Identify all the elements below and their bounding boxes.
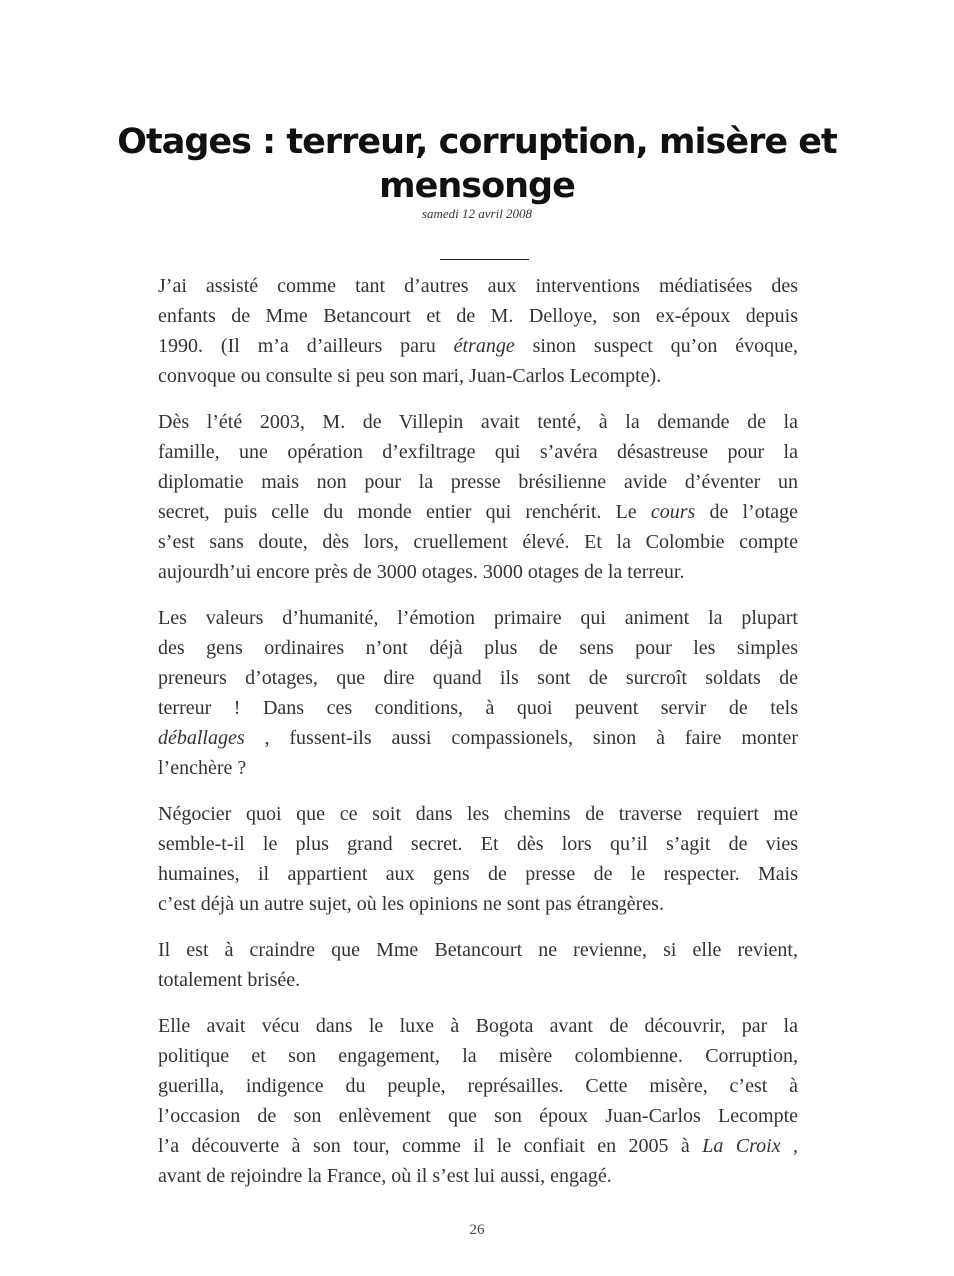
text-line xyxy=(158,799,798,829)
text-segment: sinon suspect qu’on évoque, xyxy=(514,335,798,357)
text-segment: c’est déjà un autre sujet, où les opinions ne sont pas étrangères. xyxy=(158,893,664,915)
text-line xyxy=(158,497,798,527)
text-line xyxy=(158,663,798,693)
page-title: Otages : terreur, corruption, misère et mensonge xyxy=(117,122,837,206)
paragraph xyxy=(158,935,798,995)
paragraph xyxy=(158,1011,798,1191)
text-line xyxy=(158,1161,798,1191)
paragraph xyxy=(158,603,798,783)
italic-text: La Croix , xyxy=(702,1135,798,1157)
text-line xyxy=(158,693,798,723)
text-segment: Elle avait vécu dans le luxe à Bogota avant de découvrir, par la xyxy=(158,1015,798,1037)
text-segment: l’occasion de son enlèvement que son époux Juan-Carlos Lecompte xyxy=(158,1105,798,1127)
paragraph xyxy=(158,799,798,919)
text-segment: preneurs d’otages, que dire quand ils sont de surcroît soldats de xyxy=(158,667,798,689)
text-segment: guerilla, indigence du peuple, représailles. Cette misère, c’est à xyxy=(158,1075,798,1097)
italic-text: étrange xyxy=(453,335,515,357)
text-segment: politique et son engagement, la misère colombienne. Corruption, xyxy=(158,1045,798,1067)
article-body xyxy=(158,271,798,1207)
text-segment: 1990. (Il m’a d’ailleurs paru xyxy=(158,335,454,357)
text-segment: Les valeurs d’humanité, l’émotion primaire qui animent la plupart xyxy=(158,607,798,629)
text-line xyxy=(158,331,798,361)
text-line xyxy=(158,1071,798,1101)
text-line xyxy=(158,723,798,753)
text-line xyxy=(158,271,798,301)
text-line xyxy=(158,889,798,919)
text-line xyxy=(158,301,798,331)
text-segment: enfants de Mme Betancourt et de M. Delloye, son ex-époux depuis xyxy=(158,305,798,327)
text-line xyxy=(158,1131,798,1161)
text-segment: l’enchère ? xyxy=(158,757,247,779)
text-segment: , fussent-ils aussi compassionels, sinon à faire monter xyxy=(244,727,798,749)
text-segment: aujourdh’ui encore près de 3000 otages. 3000 otages de la terreur. xyxy=(158,561,685,583)
text-segment: l’a découverte à son tour, comme il le confiait en 2005 à xyxy=(158,1135,703,1157)
paragraph xyxy=(158,407,798,587)
text-segment: terreur ! Dans ces conditions, à quoi peuvent servir de tels xyxy=(158,697,798,719)
text-segment: Dès l’été 2003, M. de Villepin avait tenté, à la demande de la xyxy=(158,411,798,433)
text-segment: J’ai assisté comme tant d’autres aux interventions médiatisées des xyxy=(158,275,798,297)
italic-text: déballages xyxy=(158,727,245,749)
text-segment: secret, puis celle du monde entier qui renchérit. Le xyxy=(158,501,651,523)
text-line xyxy=(158,935,798,965)
text-segment: convoque ou consulte si peu son mari, Juan-Carlos Lecompte). xyxy=(158,365,662,387)
text-line xyxy=(158,965,798,995)
text-segment: Il est à craindre que Mme Betancourt ne revienne, si elle revient, xyxy=(158,939,798,961)
italic-text: cours xyxy=(650,501,696,523)
article-date: samedi 12 avril 2008 xyxy=(421,206,533,221)
text-line xyxy=(158,859,798,889)
text-line xyxy=(158,437,798,467)
text-segment: humaines, il appartient aux gens de presse de le respecter. Mais xyxy=(158,863,798,885)
text-line xyxy=(158,753,798,783)
text-line xyxy=(158,361,798,391)
text-segment: famille, une opération d’exfiltrage qui s’avéra désastreuse pour la xyxy=(158,441,798,463)
text-segment: des gens ordinaires n’ont déjà plus de sens pour les simples xyxy=(158,637,798,659)
text-line xyxy=(158,467,798,497)
text-line xyxy=(158,1101,798,1131)
text-line xyxy=(158,633,798,663)
text-line xyxy=(158,603,798,633)
text-segment: avant de rejoindre la France, où il s’est lui aussi, engagé. xyxy=(158,1165,612,1187)
text-line xyxy=(158,407,798,437)
paragraph xyxy=(158,271,798,391)
divider xyxy=(440,259,529,260)
text-line xyxy=(158,1041,798,1071)
text-line xyxy=(158,557,798,587)
text-line xyxy=(158,1011,798,1041)
page-number: 26 xyxy=(469,1222,485,1238)
text-segment: totalement brisée. xyxy=(158,969,301,991)
text-segment: Négocier quoi que ce soit dans les chemins de traverse requiert me xyxy=(158,803,798,825)
text-segment: s’est sans doute, dès lors, cruellement élevé. Et la Colombie compte xyxy=(158,531,798,553)
text-segment: diplomatie mais non pour la presse brésilienne avide d’éventer un xyxy=(158,471,798,493)
text-segment: de l’otage xyxy=(695,501,799,523)
text-segment: semble-t-il le plus grand secret. Et dès lors qu’il s’agit de vies xyxy=(158,833,798,855)
text-line xyxy=(158,829,798,859)
text-line xyxy=(158,527,798,557)
